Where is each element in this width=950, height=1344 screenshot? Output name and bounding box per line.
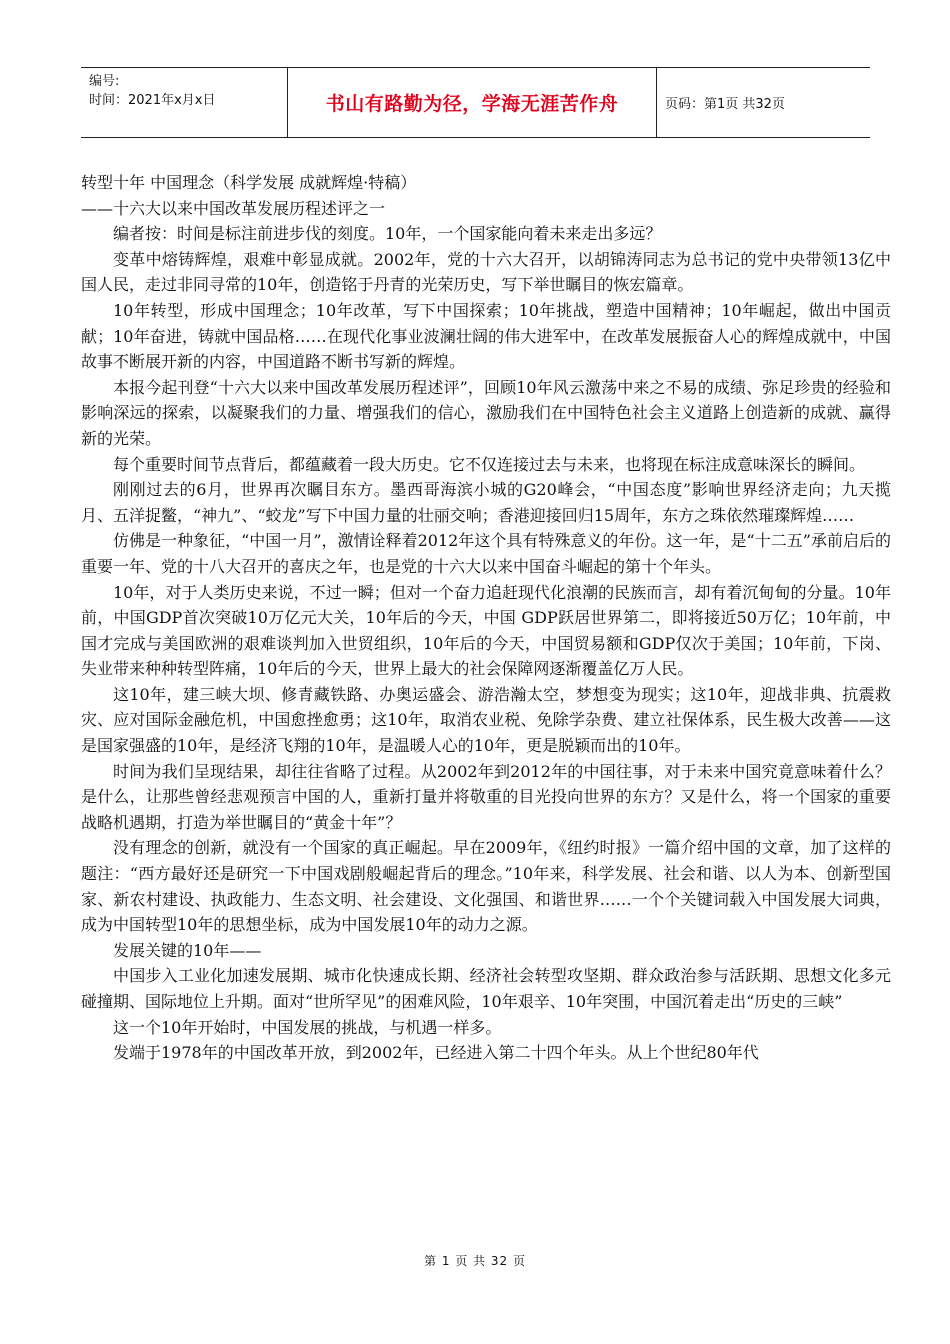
article-paragraph: 刚刚过去的6月，世界再次瞩目东方。墨西哥海滨小城的G20峰会，“中国态度”影响世界经济走向；九天揽月、五洋捉鳖，“神九”、“蛟龙”写下中国力量的壮丽交响；香港迎接回归15周年，东方之珠依然璀璨辉煌…… <box>81 480 891 525</box>
serial-number-label: 编号: <box>89 74 120 89</box>
article-paragraph: 这一个10年开始时，中国发展的挑战，与机遇一样多。 <box>113 1017 502 1037</box>
article-paragraph: 没有理念的创新，就没有一个国家的真正崛起。早在2009年，《纽约时报》一篇介绍中国的文章，加了这样的题注：“西方最好还是研究一下中国戏剧般崛起背后的理念。”10年来，科学发展、社会和谐、以人为本、创新型国家、新农村建设、执政能力、生态文明、社会建设、文化强国、和谐世界……一个个关键词载入中国发展大词典，成为中国转型10年的思想坐标，成为中国发展10年的动力之源。 <box>81 838 891 935</box>
page-footer: 第 1 页 共 32 页 <box>424 1254 526 1268</box>
article-subtitle: ——十六大以来中国改革发展历程述评之一 <box>81 198 386 218</box>
article-paragraph: 本报今起刊登“十六大以来中国改革发展历程述评”，回顾10年风云激荡中来之不易的成绩、弥足珍贵的经验和影响深远的探索，以凝聚我们的力量、增强我们的信心，激励我们在中国特色社会主义道路上创造新的成就、赢得新的光荣。 <box>81 377 891 448</box>
article-paragraph: 编者按：时间是标注前进步伐的刻度。10年，一个国家能向着未来走出多远？ <box>113 224 662 244</box>
article-body <box>81 170 891 1066</box>
header-meta <box>81 68 287 137</box>
date-label: 时间：2021年x月x日 <box>89 93 216 108</box>
article-paragraph: 发端于1978年的中国改革开放，到2002年，已经进入第二十四个年头。从上个世纪80年代 <box>113 1043 759 1063</box>
article-paragraph: 10年，对于人类历史来说，不过一瞬；但对一个奋力追赶现代化浪潮的民族而言，却有着沉甸甸的分量。10年前，中国GDP首次突破10万亿元大关，10年后的今天，中国 GDP跃居世界第二，即将接近50万亿；10年前，中国才完成与美国欧洲的艰难谈判加入世贸组织，10年后的今天，中国贸易额和GDP仅次于美国；10年前，下岗、失业带来种种转型阵痛，10年后的今天，世界上最大的社会保障网逐渐覆盖亿万人民。 <box>81 582 891 679</box>
header-slogan: 书山有路勤为径，学海无涯苦作舟 <box>287 68 657 137</box>
article-paragraph: 仿佛是一种象征，“中国一月”，激情诠释着2012年这个具有特殊意义的年份。这一年，是“十二五”承前启后的重要一年、党的十八大召开的喜庆之年，也是党的十六大以来中国奋斗崛起的第十个年头。 <box>81 531 891 576</box>
paragraph-list <box>81 221 891 1066</box>
article-paragraph: 10年转型，形成中国理念；10年改革，写下中国探索；10年挑战，塑造中国精神；10年崛起，做出中国贡献；10年奋进，铸就中国品格……在现代化事业波澜壮阔的伟大进军中，在改革发展振奋人心的辉煌成就中，中国故事不断展开新的内容，中国道路不断书写新的辉煌。 <box>81 300 891 372</box>
article-paragraph: 每个重要时间节点背后，都蕴藏着一段大历史。它不仅连接过去与未来，也将现在标注成意味深长的瞬间。 <box>113 454 866 474</box>
header-page-info: 页码：第1页 共32页 <box>665 97 785 112</box>
article-paragraph: 发展关键的10年—— <box>113 940 262 960</box>
article-paragraph: 变革中熔铸辉煌，艰难中彰显成就。2002年，党的十六大召开，以胡锦涛同志为总书记的党中央带领13亿中国人民，走过非同寻常的10年，创造铭于丹青的光荣历史，写下举世瞩目的恢宏篇章。 <box>81 249 891 295</box>
article-paragraph: 时间为我们呈现结果，却往往省略了过程。从2002年到2012年的中国往事，对于未来中国究竟意味着什么？是什么，让那些曾经悲观预言中国的人，重新打量并将敬重的目光投向世界的东方？又是什么，将一个国家的重要战略机遇期，打造为举世瞩目的“黄金十年”？ <box>81 761 891 832</box>
article-title: 转型十年 中国理念（科学发展 成就辉煌·特稿） <box>81 173 417 192</box>
article-paragraph: 这10年，建三峡大坝、修青藏铁路、办奥运盛会、游浩瀚太空，梦想变为现实；这10年，迎战非典、抗震救灾、应对国际金融危机，中国愈挫愈勇；这10年，取消农业税、免除学杂费、建立社保体系，民生极大改善——这是国家强盛的10年，是经济飞翔的10年，是温暖人心的10年，更是脱颖而出的10年。 <box>81 684 891 756</box>
article-paragraph: 中国步入工业化加速发展期、城市化快速成长期、经济社会转型攻坚期、群众政治参与活跃期、思想文化多元碰撞期、国际地位上升期。面对“世所罕见”的困难风险，10年艰辛、10年突围，中国沉着走出“历史的三峡” <box>81 966 891 1011</box>
header-table <box>81 67 870 138</box>
